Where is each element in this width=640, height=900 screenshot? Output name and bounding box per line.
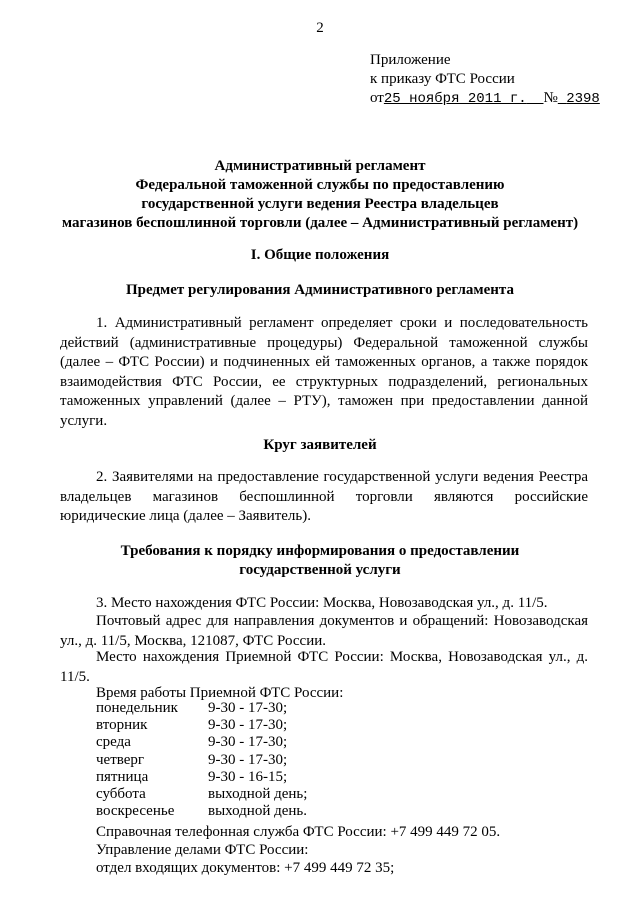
info-heading-line-1: Требования к порядку информирования о предоставлении <box>120 543 520 559</box>
number-label: № <box>543 90 558 106</box>
document-page: 2 Приложение к приказу ФТС России от25 ноября 2011 г. № 2398 Административный регламент Федеральной таможенной службы по предоставлению государственной услуги ведения Реестра владельцев магазинов беспошлинной торговли (далее – Административный регламент) I. Общие положения Предмет регулирования Административного регламента 1. Административный регламент определяет сроки и последовательность действий (административные процедуры) Федеральной таможенной службы (далее – ФТС России) и подчиненных ей таможенных органов, а также порядок взаимодействия ФТС России, ее структурных подразделений, региональных таможенных управлений (далее – РТУ), таможен при предоставлении данной услуги. Круг заявителей 2. Заявителями на предоставление государственной услуги ведения Реестра владельцев магазинов беспошлинной торговли являются российские юридические лица (далее – Заявитель). Требования к порядку информирования о предоставлении государственной услуги 3. Место нахождения ФТС России: Москва, Новозаводская ул., д. 11/5. Почтовый адрес для направления документов и обращений: Новозаводская ул., д. 11/5, Москва, 121087, ФТС России. Место нахождения Приемной ФТС России: Москва, Новозаводская ул., д. 11/5. Время работы Приемной ФТС России: понедельник 9-30 - 17-30; вторник 9-30 - 17-30; среда 9-30 - 17-30; четверг 9-30 - 17-30; пятница 9-30 - 16-15; суббота выходной день; воскресенье выходной день. Справочная телефонная служба ФТС России: +7 499 449 72 05. Управление делами ФТС России: отдел входящих документов: +7 499 449 72 35; <box>0 0 640 900</box>
paragraph-3: 3. Место нахождения ФТС России: Москва, Новозаводская ул., д. 11/5. <box>96 595 548 611</box>
order-date: 25 ноября 2011 г. <box>383 91 527 107</box>
incoming-docs-line: отдел входящих документов: +7 499 449 72 35; <box>96 860 395 876</box>
admin-line: Управление делами ФТС России: <box>96 842 309 858</box>
subject-heading: Предмет регулирования Административного регламента <box>126 282 514 298</box>
title-line-2: Федеральной таможенной службы по предоставлению <box>135 177 505 193</box>
phone-line: Справочная телефонная служба ФТС России: +7 499 449 72 05. <box>96 824 501 840</box>
title-line-4: магазинов беспошлинной торговли (далее – Административный регламент) <box>61 215 579 231</box>
title-line-3: государственной услуги ведения Реестра владельцев <box>141 196 499 212</box>
appendix-line-1: Приложение <box>370 52 451 68</box>
info-heading-line-2: государственной услуги <box>239 562 401 578</box>
applicants-heading: Круг заявителей <box>263 437 377 453</box>
section-heading: I. Общие положения <box>250 247 390 263</box>
appendix-date-line <box>370 90 600 108</box>
appendix-line-2: к приказу ФТС России <box>370 71 515 87</box>
postal-address: Почтовый адрес для направления документов и обращений: Новозаводская ул., д. 11/5, Москва, 121087, ФТС России. <box>60 613 588 649</box>
title-line-1: Административный регламент <box>214 158 426 174</box>
reception-location: Место нахождения Приемной ФТС России: Москва, Новозаводская ул., д. 11/5. <box>60 649 588 685</box>
paragraph-2: 2. Заявителями на предоставление государственной услуги ведения Реестра владельцев магазинов беспошлинной торговли являются российские юридические лица (далее – Заявитель). <box>60 469 588 524</box>
date-prefix: от <box>370 90 384 106</box>
page-number: 2 <box>316 20 324 36</box>
hours-label: Время работы Приемной ФТС России: <box>96 685 344 701</box>
order-number: 2398 <box>566 91 600 107</box>
paragraph-1: 1. Административный регламент определяет сроки и последовательность действий (административные процедуры) Федеральной таможенной службы (далее – ФТС России) и подчиненных ей таможенных органов, а также порядок взаимодействия ФТС России, ее структурных подразделений, региональных таможенных управлений (далее – РТУ), таможен при предоставлении данной услуги. <box>60 315 588 429</box>
